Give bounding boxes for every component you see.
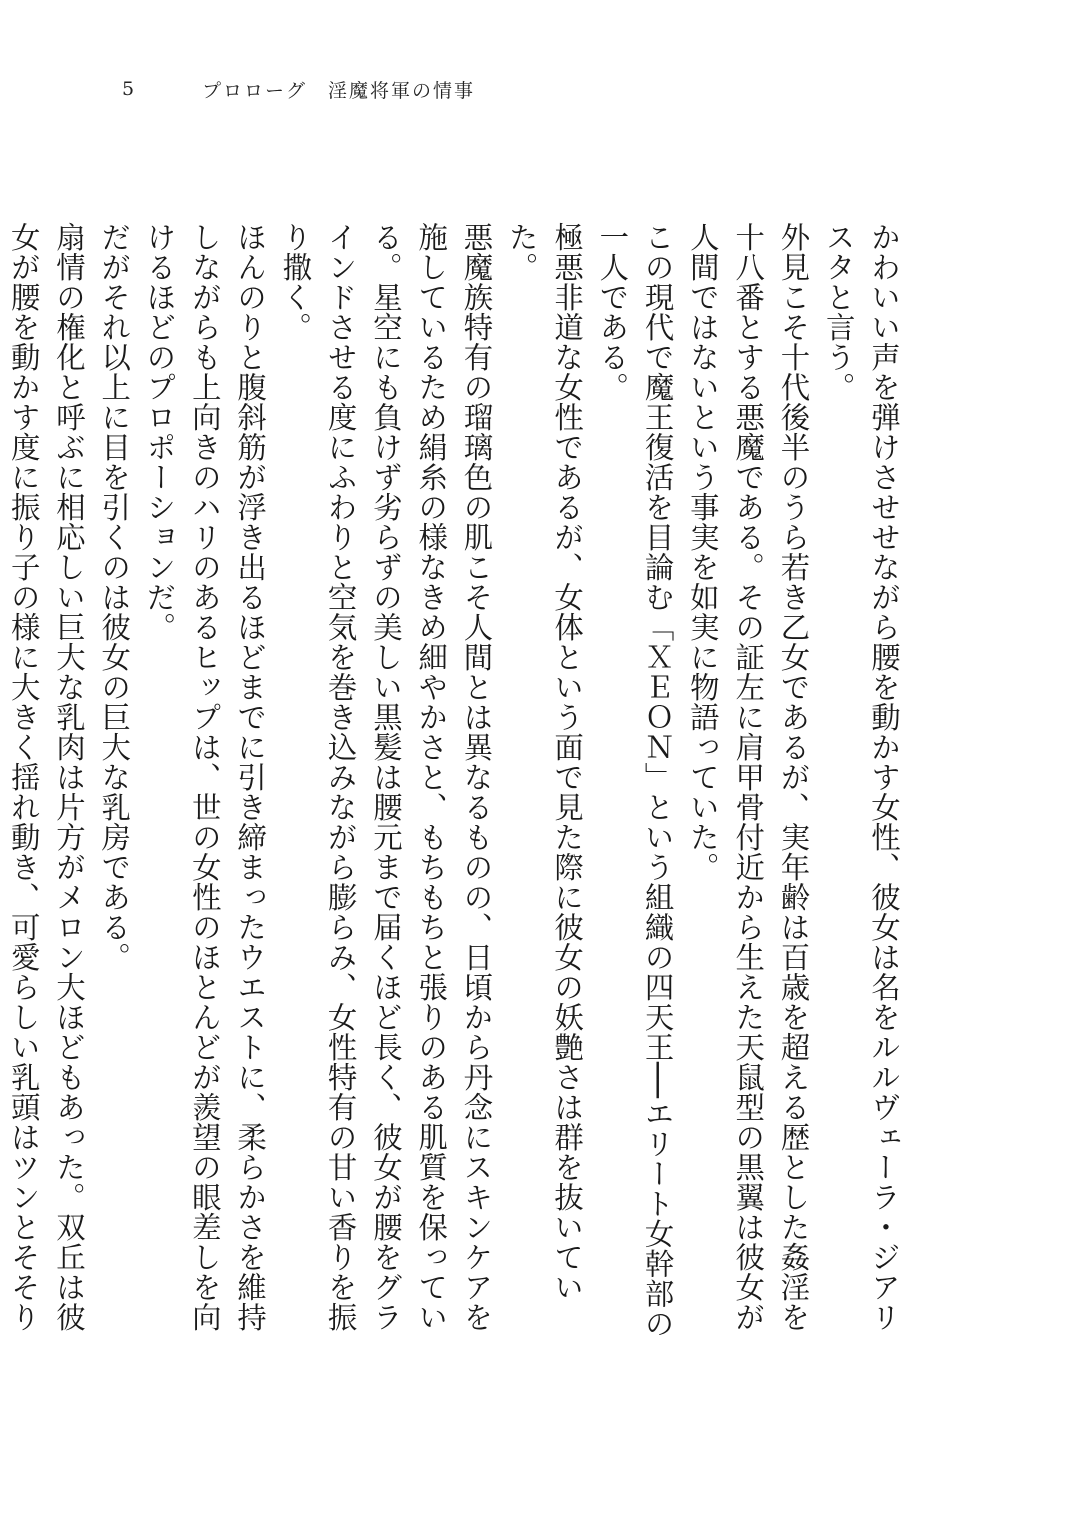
paragraph: 外見こそ十代後半のうら若き乙女であるが、実年齢は百歳を超える歴とした姦淫を十八番とする悪魔である。その証左に肩甲骨付近から生えた天鼠型の黒翼は彼女が人間ではないという事実を如実に物語っていた。 [685, 222, 811, 1332]
chapter-title: プロローグ 淫魔将軍の情事 [202, 79, 476, 102]
paragraph: 悪魔族特有の瑠璃色の肌こそ人間とは異なるものの、日頃から丹念にスキンケアを施しているため絹糸の様なきめ細やかさと、もちもちと張りのある肌質を保っている。星空にも負けず劣らずの美しい黒髪は腰元まで届くほど長く、彼女が腰をグラインドさせる度にふわりと空気を巻き込みながら膨らみ、女性特有の甘い香りを振り撒く。 [278, 222, 494, 1332]
running-head [122, 74, 475, 104]
paragraph: かわいい声を弾けさせせながら腰を動かす女性、彼女は名をルルヴェーラ・ジアリスタと言う。 [821, 222, 901, 1332]
paragraph: ほんのりと腹斜筋が浮き出るほどまでに引き締まったウエストに、柔らかさを維持しながらも上向きのハリのあるヒップは、世の女性のほとんどが羨望の眼差しを向けるほどのプロポーションだ。 [142, 222, 268, 1332]
paragraph: だがそれ以上に目を引くのは彼女の巨大な乳房である。 [97, 222, 132, 972]
paragraph: 扇情の権化と呼ぶに相応しい巨大な乳肉は片方がメロン大ほどもあった。双丘は彼女が腰を動かす度に振り子の様に大きく揺れ動き、可愛らしい乳頭はツンとそそり [6, 222, 86, 1332]
paragraph: 極悪非道な女性であるが、女体という面で見た際に彼女の妖艶さは群を抜いていた。 [504, 222, 585, 1302]
page-number: 5 [122, 78, 136, 100]
body-text [0, 222, 906, 1352]
paragraph: この現代で魔王復活を目論む「ＸＥＯＮ」という組織の四天王──エリート女幹部の一人である。 [595, 222, 675, 1339]
